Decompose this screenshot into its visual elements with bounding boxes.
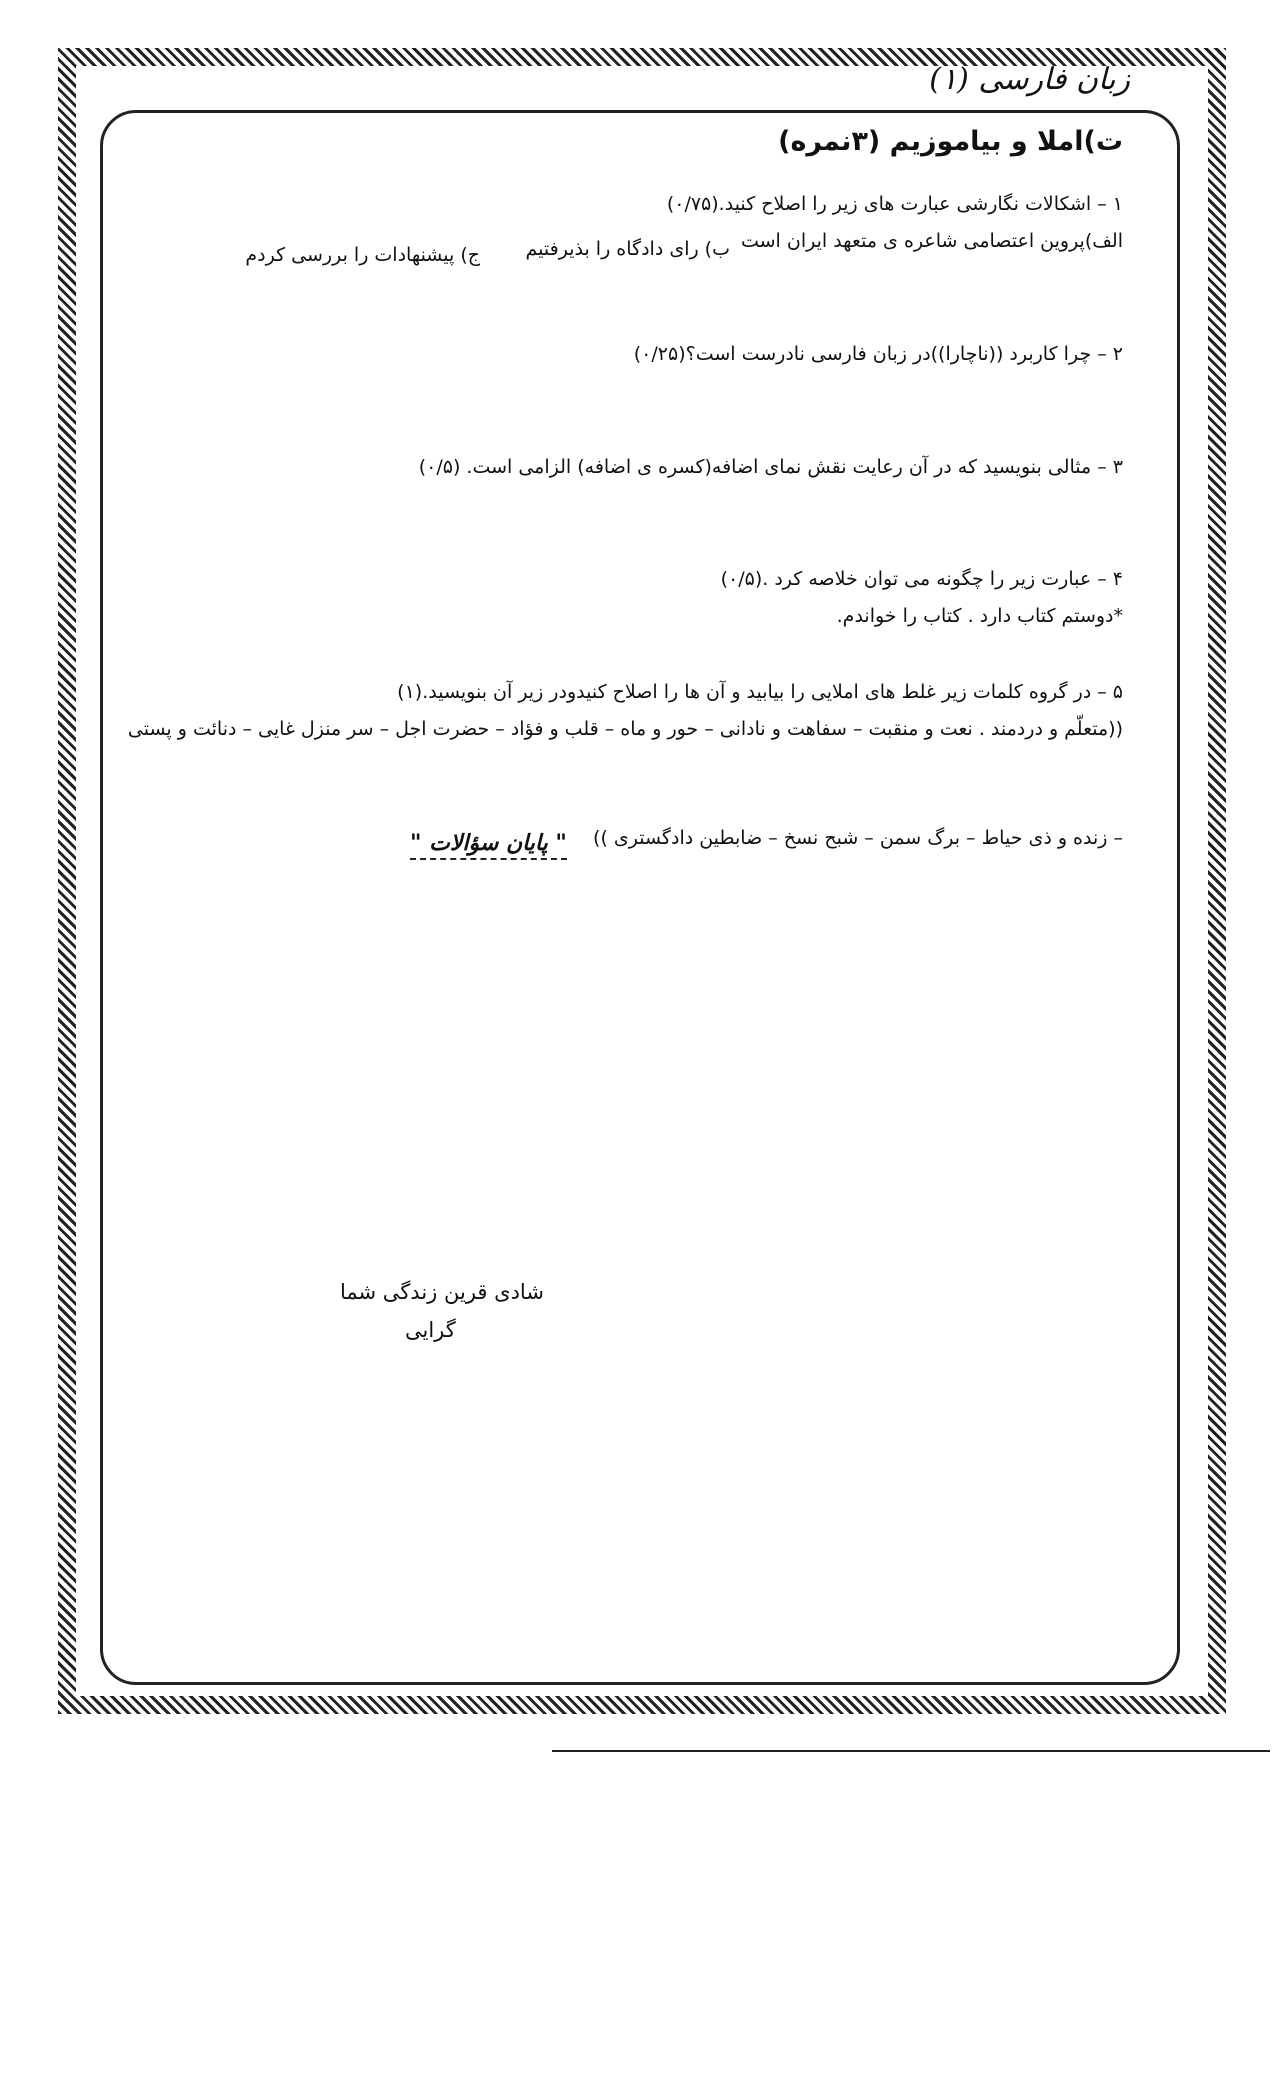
question-5: ۵ – در گروه کلمات زیر غلط های املایی را بیابید و آن ها را اصلاح کنیدودر زیر آن بنویسید.(۱): [397, 681, 1123, 703]
section-title: ت)املا و بیاموزیم (۳نمره): [778, 126, 1123, 157]
subject-title: زبان فارسی (۱): [929, 62, 1130, 97]
end-of-questions-mark: " پایان سؤالات ": [410, 830, 567, 860]
question-1-part-a: الف)پروین اعتصامی شاعره ی متعهد ایران است: [740, 230, 1123, 252]
question-1-part-c: ج) پیشنهادات را بررسی کردم: [245, 244, 480, 266]
question-3: ۳ – مثالی بنویسید که در آن رعایت نقش نمای اضافه(کسره ی اضافه) الزامی است. (۰/۵): [418, 456, 1123, 478]
teacher-name: گرایی: [405, 1318, 456, 1342]
question-5-words-line-2: – زنده و ذی حیاط – برگ سمن – شبح نسخ – ضابطین دادگستری )): [593, 827, 1123, 849]
question-1: ۱ – اشکالات نگارشی عبارت های زیر را اصلاح کنید.(۰/۷۵): [666, 193, 1123, 215]
question-2: ۲ – چرا کاربرد ((ناچارا))در زبان فارسی نادرست است؟(۰/۲۵): [633, 343, 1123, 365]
question-4: ۴ – عبارت زیر را چگونه می توان خلاصه کرد .(۰/۵): [720, 568, 1123, 590]
question-5-words-line-1: ((متعلّم و دردمند . نعت و منقبت – سفاهت و نادانی – حور و ماه – قلب و فؤاد – حضرت اجل – سر منزل غایی – دنائت و پستی: [127, 718, 1123, 740]
footer-rule: [552, 1750, 1270, 1752]
closing-wish: شادی قرین زندگی شما: [340, 1280, 544, 1304]
question-1-part-b: ب) رای دادگاه را بذیرفتیم: [525, 238, 730, 260]
question-4-sentence: *دوستم کتاب دارد . کتاب را خواندم.: [836, 605, 1123, 627]
